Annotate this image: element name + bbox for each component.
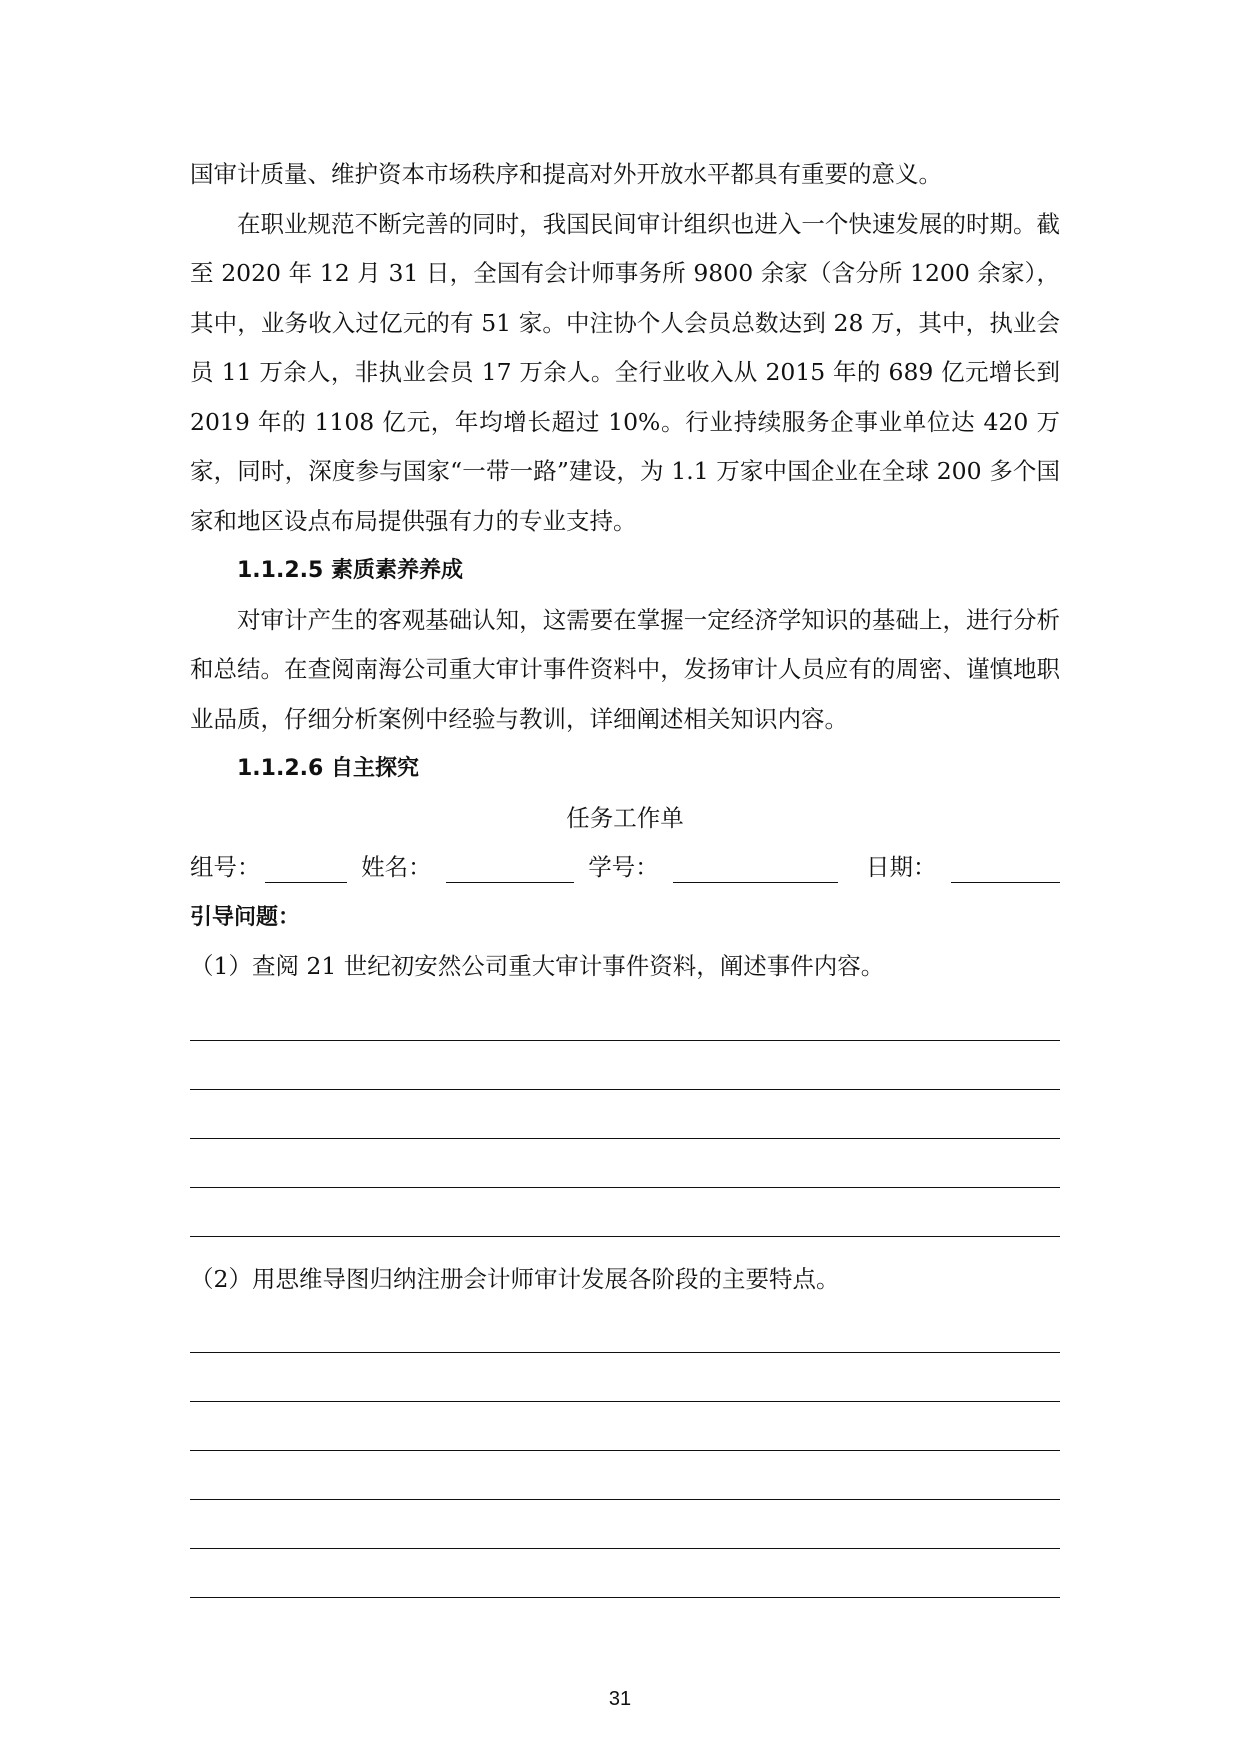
answer-line[interactable] xyxy=(190,1139,1060,1188)
group-field[interactable] xyxy=(265,852,348,883)
question-1: （1）查阅 21 世纪初安然公司重大审计事件资料，阐述事件内容。 xyxy=(190,952,885,980)
answer-line[interactable] xyxy=(190,1353,1060,1402)
answer-line[interactable] xyxy=(190,1451,1060,1500)
answer-line[interactable] xyxy=(190,992,1060,1041)
answer-line[interactable] xyxy=(190,1188,1060,1237)
date-label: 日期： xyxy=(866,853,937,881)
section-heading-1-1-2-5: 1.1.2.5 素质素养养成 xyxy=(237,558,463,583)
group-label: 组号： xyxy=(190,853,261,881)
student-id-field[interactable] xyxy=(673,852,838,883)
answer-line[interactable] xyxy=(190,1304,1060,1353)
date-field[interactable] xyxy=(951,852,1061,883)
student-id-label: 学号： xyxy=(588,853,659,881)
worksheet-title: 任务工作单 xyxy=(566,803,684,832)
paragraph-2: 在职业规范不断完善的同时，我国民间审计组织也进入一个快速发展的时期。截至 2020 年 12 月 31 日，全国有会计师事务所 9800 余家（含分所 1200 余家），其中，业务收入过亿元的有 51 家。中注协个人会员总数达到 28 万，其中，执业会员 11 万余人，非执业会员 17 万余人。全行业收入从 2015 年的 689 亿元增长到 2019 年的 1108 亿元，年均增长超过 10%。行业持续服务企事业单位达 420 万家，同时，深度参与国家“一带一路”建设，为 1.1 万家中国企业在全球 200 多个国家和地区设点布局提供强有力的专业支持。 xyxy=(190,209,1060,535)
answer-area-1[interactable] xyxy=(190,992,1060,1237)
paragraph-3: 对审计产生的客观基础认知，这需要在掌握一定经济学知识的基础上，进行分析和总结。在查阅南海公司重大审计事件资料中，发扬审计人员应有的周密、谨慎地职业品质，仔细分析案例中经验与教训，详细阐述相关知识内容。 xyxy=(190,605,1060,733)
answer-line[interactable] xyxy=(190,1041,1060,1090)
answer-line[interactable] xyxy=(190,1090,1060,1139)
name-label: 姓名： xyxy=(361,853,432,881)
answer-line[interactable] xyxy=(190,1549,1060,1598)
section-heading-1-1-2-6: 1.1.2.6 自主探究 xyxy=(237,756,419,781)
paragraph-1: 国审计质量、维护资本市场秩序和提高对外开放水平都具有重要的意义。 xyxy=(190,160,942,188)
answer-line[interactable] xyxy=(190,1500,1060,1549)
answer-line[interactable] xyxy=(190,1402,1060,1451)
answer-area-2[interactable] xyxy=(190,1304,1060,1598)
page-number: 31 xyxy=(608,1688,632,1710)
name-field[interactable] xyxy=(446,852,575,883)
worksheet-info-fields xyxy=(190,843,1060,893)
question-2: （2）用思维导图归纳注册会计师审计发展各阶段的主要特点。 xyxy=(190,1264,840,1293)
page-content xyxy=(190,150,1060,1598)
guide-questions-title: 引导问题： xyxy=(190,904,301,930)
